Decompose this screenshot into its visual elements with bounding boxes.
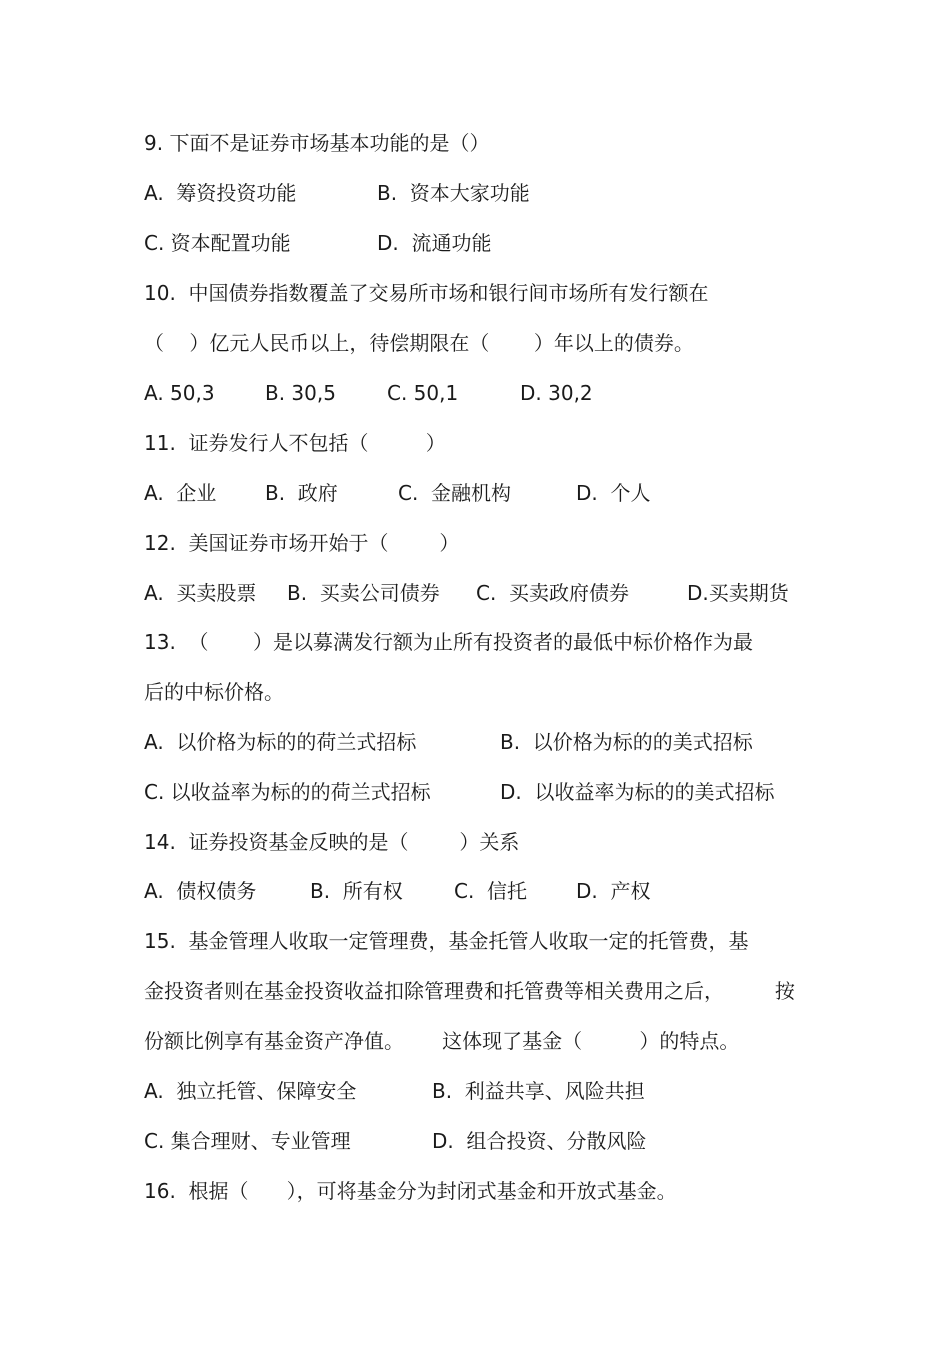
- option-d: D. 30,2: [520, 381, 593, 405]
- option-d: D.买卖期货: [687, 581, 789, 605]
- option-b: B. 所有权: [310, 879, 403, 903]
- question-10-options-row-1: [144, 379, 593, 407]
- option-a: A. 50,3: [144, 381, 215, 405]
- option-a: A. 筹资投资功能: [144, 181, 297, 205]
- option-a: A. 债权债务: [144, 879, 257, 903]
- option-c: C. 资本配置功能: [144, 231, 291, 255]
- option-d: D. 产权: [576, 879, 651, 903]
- question-12-stem: 12. 美国证券市场开始于（ ）: [144, 531, 460, 555]
- option-c: C. 集合理财、专业管理: [144, 1129, 351, 1153]
- option-b: B. 政府: [265, 481, 338, 505]
- option-c: C. 信托: [454, 879, 528, 903]
- question-15-options-row-2: [144, 1127, 647, 1155]
- question-16-stem: 16. 根据（ ），可将基金分为封闭式基金和开放式基金。: [144, 1179, 677, 1203]
- question-9-options-row-2: [144, 229, 492, 257]
- question-11-options-row-1: [144, 479, 651, 507]
- question-15-stem-line-2: 金投资者则在基金投资收益扣除管理费和托管费等相关费用之后， 按: [144, 979, 795, 1003]
- option-b: B. 30,5: [265, 381, 336, 405]
- question-15-options-row-1: [144, 1077, 645, 1105]
- option-b: B. 资本大家功能: [377, 181, 530, 205]
- option-d: D. 组合投资、分散风险: [432, 1129, 647, 1153]
- option-b: B. 以价格为标的的美式招标: [500, 730, 753, 754]
- question-9-options-row-1: [144, 179, 530, 207]
- question-14-options-row-1: [144, 877, 651, 905]
- option-a: A. 独立托管、保障安全: [144, 1079, 357, 1103]
- option-c: C. 50,1: [387, 381, 459, 405]
- question-13-stem-line-1: 13. （ ）是以募满发行额为止所有投资者的最低中标价格作为最: [144, 630, 754, 654]
- question-13-options-row-1: [144, 728, 753, 756]
- question-9-stem: 9. 下面不是证券市场基本功能的是（）: [144, 131, 490, 155]
- question-11-stem: 11. 证券发行人不包括（ ）: [144, 431, 446, 455]
- option-a: A. 企业: [144, 481, 217, 505]
- question-15-stem-line-1: 15. 基金管理人收取一定管理费，基金托管人收取一定的托管费，基: [144, 929, 749, 953]
- question-12-options-row-1: [144, 579, 789, 607]
- question-10-stem-line-2: （ ）亿元人民币以上，待偿期限在（ ）年以上的债券。: [144, 331, 694, 355]
- question-10-stem-line-1: 10. 中国债券指数覆盖了交易所市场和银行间市场所有发行额在: [144, 281, 709, 305]
- option-c: C. 金融机构: [398, 481, 512, 505]
- question-13-stem-line-2: 后的中标价格。: [144, 680, 284, 704]
- question-15-stem-line-3: 份额比例享有基金资产净值。 这体现了基金（ ）的特点。: [144, 1029, 740, 1053]
- option-c: C. 买卖政府债券: [476, 581, 630, 605]
- option-b: B. 买卖公司债券: [287, 581, 440, 605]
- option-c: C. 以收益率为标的的荷兰式招标: [144, 780, 431, 804]
- option-d: D. 个人: [576, 481, 651, 505]
- option-b: B. 利益共享、风险共担: [432, 1079, 645, 1103]
- question-14-stem: 14. 证券投资基金反映的是（ ）关系: [144, 830, 520, 854]
- option-a: A. 以价格为标的的荷兰式招标: [144, 730, 417, 754]
- option-a: A. 买卖股票: [144, 581, 257, 605]
- question-13-options-row-2: [144, 778, 775, 806]
- option-d: D. 流通功能: [377, 231, 492, 255]
- option-d: D. 以收益率为标的的美式招标: [500, 780, 775, 804]
